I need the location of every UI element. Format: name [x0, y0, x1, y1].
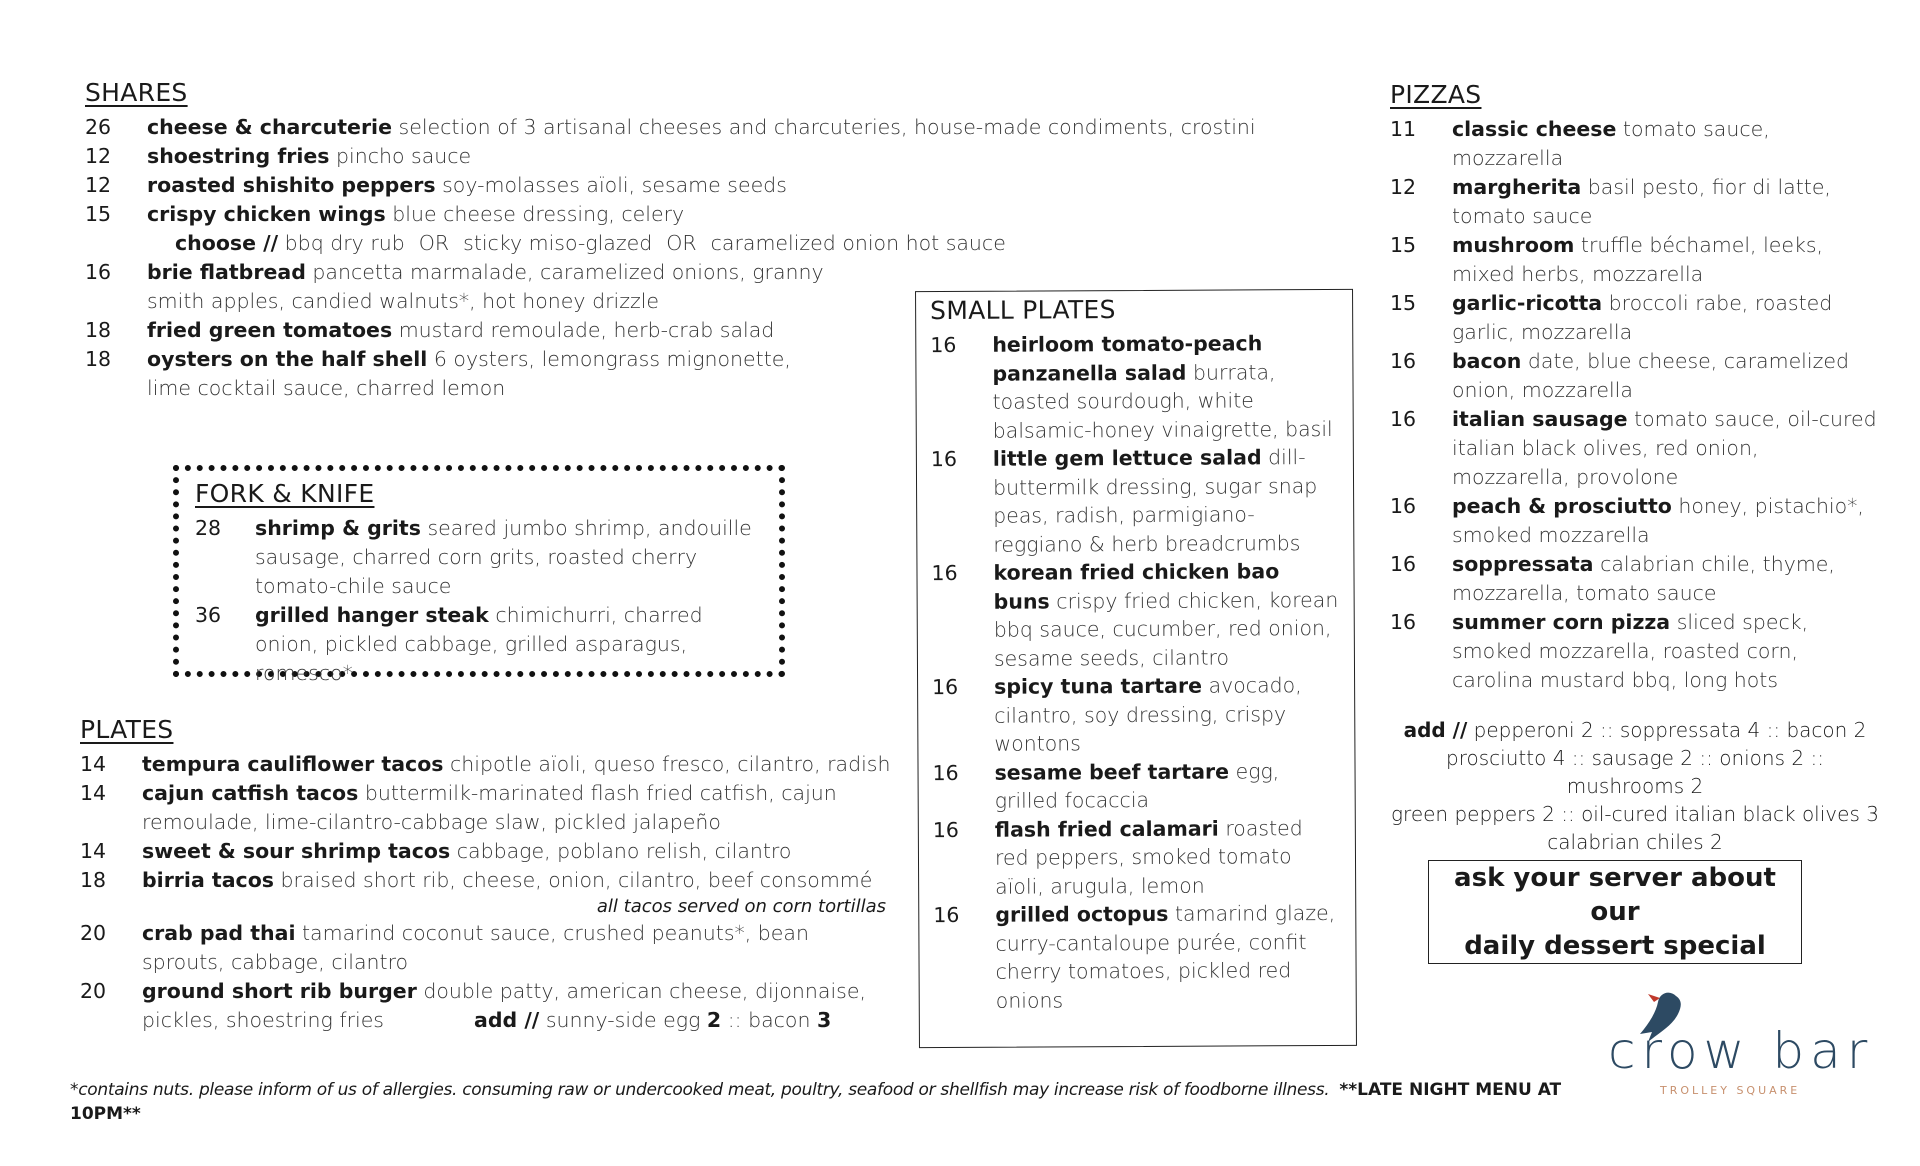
or-separator: OR	[418, 231, 450, 255]
pizzas-title: PIZZAS	[1390, 80, 1482, 109]
add-label: add //	[474, 1008, 540, 1032]
menu-item	[1390, 231, 1880, 289]
menu-item	[1390, 550, 1880, 608]
pizzas-section	[1390, 80, 1880, 695]
item-name: margherita	[1452, 175, 1582, 199]
item-name: spicy tuna tartare	[994, 673, 1203, 699]
item-desc: soy-molasses aïoli, sesame seeds	[442, 173, 787, 197]
item-desc: tomato sauce, oil-cured italian black olives, red onion, mozzarella, provolone	[1452, 407, 1877, 489]
logo-wordmark: crow bar	[1608, 1022, 1874, 1080]
addon-line: prosciutto 4 :: sausage 2 :: onions 2 :: mushrooms 2	[1446, 746, 1824, 798]
item-price: 14	[80, 839, 107, 863]
choose-label: choose //	[175, 231, 279, 255]
item-name: tempura cauliflower tacos	[142, 752, 444, 776]
item-name: heirloom tomato-peach panzanella salad	[992, 331, 1263, 386]
item-price: 12	[85, 173, 112, 197]
menu-item	[931, 557, 1340, 673]
plates-section	[80, 715, 900, 1035]
item-name: classic cheese	[1452, 117, 1617, 141]
item-name: mushroom	[1452, 233, 1575, 257]
item-name: cheese & charcuterie	[147, 115, 392, 139]
item-price: 18	[85, 318, 112, 342]
item-desc: egg, grilled focaccia	[994, 758, 1280, 813]
item-desc: broccoli rabe, roasted garlic, mozzarella	[1452, 291, 1833, 344]
item-desc: tomato sauce, mozzarella	[1452, 117, 1770, 170]
menu-item	[85, 113, 1315, 142]
item-price: 16	[932, 674, 959, 700]
addon-line: green peppers 2 :: oil-cured italian black olives 3	[1391, 802, 1879, 826]
item-name: shrimp & grits	[255, 516, 421, 540]
item-name: crispy chicken wings	[147, 202, 386, 226]
item-desc: crispy fried chicken, korean bbq sauce, cucumber, red onion, sesame seeds, cilantro	[993, 587, 1339, 671]
item-desc: tamarind glaze, curry-cantaloupe purée, confit cherry tomatoes, pickled red onions	[995, 900, 1336, 1013]
item-desc: honey, pistachio*, smoked mozzarella	[1452, 494, 1864, 547]
item-name: italian sausage	[1452, 407, 1628, 431]
menu-item	[85, 200, 1315, 229]
item-name: oysters on the half shell	[147, 347, 428, 371]
menu-item	[80, 866, 900, 895]
item-name: flash fried calamari	[994, 816, 1219, 842]
item-name: grilled octopus	[995, 901, 1169, 927]
menu-item	[1390, 405, 1880, 492]
item-name: birria tacos	[142, 868, 274, 892]
menu-item	[1390, 115, 1880, 173]
item-desc: roasted red peppers, smoked tomato aïoli, arugula, lemon	[994, 815, 1303, 899]
item-price: 16	[85, 260, 112, 284]
or-separator: OR	[666, 231, 697, 255]
add-label: add //	[1403, 718, 1468, 742]
item-desc: burrata, toasted sourdough, white balsamic-honey vinaigrette, basil	[992, 359, 1333, 443]
menu-item	[80, 919, 860, 977]
item-price: 16	[1390, 552, 1417, 576]
item-name: little gem lettuce salad	[992, 445, 1262, 471]
item-desc: pancetta marmalade, caramelized onions, granny smith apples, candied walnuts*, hot honey drizzle	[147, 260, 824, 313]
plates-title: PLATES	[80, 715, 174, 744]
item-price: 36	[195, 603, 222, 627]
addon-separator: ::	[727, 1008, 742, 1032]
menu-item	[1390, 173, 1880, 231]
item-price: 16	[933, 902, 960, 928]
item-price: 20	[80, 921, 107, 945]
crow-beak-icon	[1648, 994, 1660, 1002]
item-price: 16	[930, 332, 957, 358]
addon-price: 3	[817, 1008, 832, 1032]
item-desc: date, blue cheese, caramelized onion, mozzarella	[1452, 349, 1849, 402]
item-desc: dill-buttermilk dressing, sugar snap peas, radish, parmigiano-reggiano & herb breadcrumbs	[992, 445, 1318, 557]
menu-item	[1390, 492, 1880, 550]
fork-knife-box	[173, 465, 785, 685]
item-name: fried green tomatoes	[147, 318, 393, 342]
item-price: 26	[85, 115, 112, 139]
menu-item	[1390, 289, 1880, 347]
logo-subtitle: TROLLEY SQUARE	[1660, 1084, 1801, 1097]
late-night-notice: **LATE NIGHT MENU AT 10PM**	[70, 1080, 1562, 1124]
menu-item	[1390, 347, 1880, 405]
menu-item	[931, 443, 1340, 559]
item-price: 12	[1390, 175, 1417, 199]
item-name: brie flatbread	[147, 260, 306, 284]
menu-item	[932, 756, 1340, 815]
addon-line: calabrian chiles 2	[1547, 830, 1723, 854]
item-name: roasted shishito peppers	[147, 173, 436, 197]
item-price: 16	[931, 560, 958, 586]
item-desc: chimichurri, charred onion, pickled cabbage, grilled asparagus, romesco*	[255, 603, 703, 685]
item-name: ground short rib burger	[142, 979, 417, 1003]
shares-title: SHARES	[85, 78, 188, 107]
menu-item	[80, 750, 900, 779]
dessert-line: daily dessert special	[1464, 931, 1766, 961]
item-name: cajun catfish tacos	[142, 781, 359, 805]
item-price: 18	[80, 868, 107, 892]
item-desc: tamarind coconut sauce, crushed peanuts*, bean sprouts, cabbage, cilantro	[142, 921, 809, 974]
item-price: 16	[930, 446, 958, 472]
menu-item	[80, 779, 900, 837]
item-price: 28	[195, 516, 222, 540]
menu-item	[1390, 608, 1880, 695]
menu-item	[85, 171, 1315, 200]
item-name: korean fried chicken bao buns	[993, 559, 1280, 614]
item-desc: blue cheese dressing, celery	[392, 202, 685, 226]
small-plates-title: SMALL PLATES	[930, 295, 1116, 326]
menu-item	[930, 329, 1339, 445]
burger-addons	[474, 1008, 831, 1032]
addon-egg: sunny-side egg	[545, 1008, 701, 1032]
item-price: 14	[80, 781, 107, 805]
item-desc: seared jumbo shrimp, andouille sausage, charred corn grits, roasted cherry tomato-chile sauce	[255, 516, 752, 598]
item-desc: braised short rib, cheese, onion, cilantro, beef consommé	[280, 868, 873, 892]
menu-item	[80, 977, 880, 1035]
item-price: 11	[1390, 117, 1417, 141]
sauce-option: caramelized onion hot sauce	[710, 231, 1006, 255]
item-name: sweet & sour shrimp tacos	[142, 839, 451, 863]
menu-item	[195, 601, 767, 688]
item-desc: pincho sauce	[336, 144, 472, 168]
item-name: summer corn pizza	[1452, 610, 1671, 634]
wings-sauce-choice	[85, 229, 1315, 258]
item-desc: sliced speck, smoked mozzarella, roasted corn, carolina mustard bbq, long hots	[1452, 610, 1809, 692]
menu-item	[80, 837, 900, 866]
item-price: 15	[85, 202, 112, 226]
addon-line: pepperoni 2 :: soppressata 4 :: bacon 2	[1473, 718, 1867, 742]
item-desc: chipotle aïoli, queso fresco, cilantro, radish	[450, 752, 891, 776]
addon-price: 2	[706, 1008, 722, 1032]
item-name: soppressata	[1452, 552, 1594, 576]
menu-item	[85, 142, 1315, 171]
item-price: 12	[85, 144, 112, 168]
item-name: garlic-ricotta	[1452, 291, 1603, 315]
item-name: crab pad thai	[142, 921, 296, 945]
dessert-line: ask your server about our	[1454, 863, 1776, 927]
menu-item	[85, 345, 825, 403]
fork-knife-title: FORK & KNIFE	[195, 479, 375, 508]
item-desc: avocado, cilantro, soy dressing, crispy wontons	[994, 673, 1302, 756]
sauce-option: bbq dry rub	[284, 231, 405, 255]
dessert-special-box	[1428, 860, 1802, 964]
allergy-disclaimer: *contains nuts. please inform of us of allergies. consuming raw or undercooked meat, poultry, seafood or shellfish may increase risk of foodborne illness.	[70, 1080, 1330, 1100]
item-price: 16	[1390, 494, 1417, 518]
pizza-addons	[1390, 716, 1880, 856]
item-name: bacon	[1452, 349, 1522, 373]
item-desc: mustard remoulade, herb-crab salad	[398, 318, 775, 342]
item-price: 18	[85, 347, 112, 371]
item-desc: buttermilk-marinated flash fried catfish, cajun remoulade, lime-cilantro-cabbage slaw, pickled jalapeño	[142, 781, 837, 834]
menu-item	[195, 514, 767, 601]
item-desc: calabrian chile, thyme, mozzarella, tomato sauce	[1452, 552, 1835, 605]
footer	[70, 1078, 1590, 1126]
item-name: grilled hanger steak	[255, 603, 489, 627]
item-desc: cabbage, poblano relish, cilantro	[456, 839, 792, 863]
menu-item	[932, 671, 1340, 759]
item-name: sesame beef tartare	[994, 759, 1230, 785]
addon-bacon: bacon	[748, 1008, 811, 1032]
item-name: peach & prosciutto	[1452, 494, 1672, 518]
tacos-note: all tacos served on corn tortillas	[596, 896, 886, 917]
item-desc: selection of 3 artisanal cheeses and charcuteries, house-made condiments, crostini	[398, 115, 1256, 139]
item-price: 16	[932, 817, 959, 842]
item-price: 16	[1390, 407, 1417, 431]
sauce-option: sticky miso-glazed	[463, 231, 653, 255]
item-price: 14	[80, 752, 107, 776]
item-price: 15	[1390, 291, 1417, 315]
item-price: 16	[1390, 610, 1417, 634]
menu-item	[85, 258, 845, 316]
item-price: 16	[1390, 349, 1417, 373]
item-desc: 6 oysters, lemongrass mignonette, lime cocktail sauce, charred lemon	[147, 347, 791, 400]
small-plates-box	[915, 289, 1357, 1048]
item-price: 20	[80, 979, 107, 1003]
item-desc: basil pesto, fior di latte, tomato sauce	[1452, 175, 1831, 228]
item-desc: double patty, american cheese, dijonnaise, pickles, shoestring fries	[142, 979, 866, 1032]
item-price: 16	[932, 760, 959, 785]
menu-item	[933, 813, 1341, 901]
item-name: shoestring fries	[147, 144, 330, 168]
menu-item	[933, 899, 1342, 1015]
item-desc: truffle béchamel, leeks, mixed herbs, mozzarella	[1452, 233, 1824, 286]
item-price: 15	[1390, 233, 1417, 257]
